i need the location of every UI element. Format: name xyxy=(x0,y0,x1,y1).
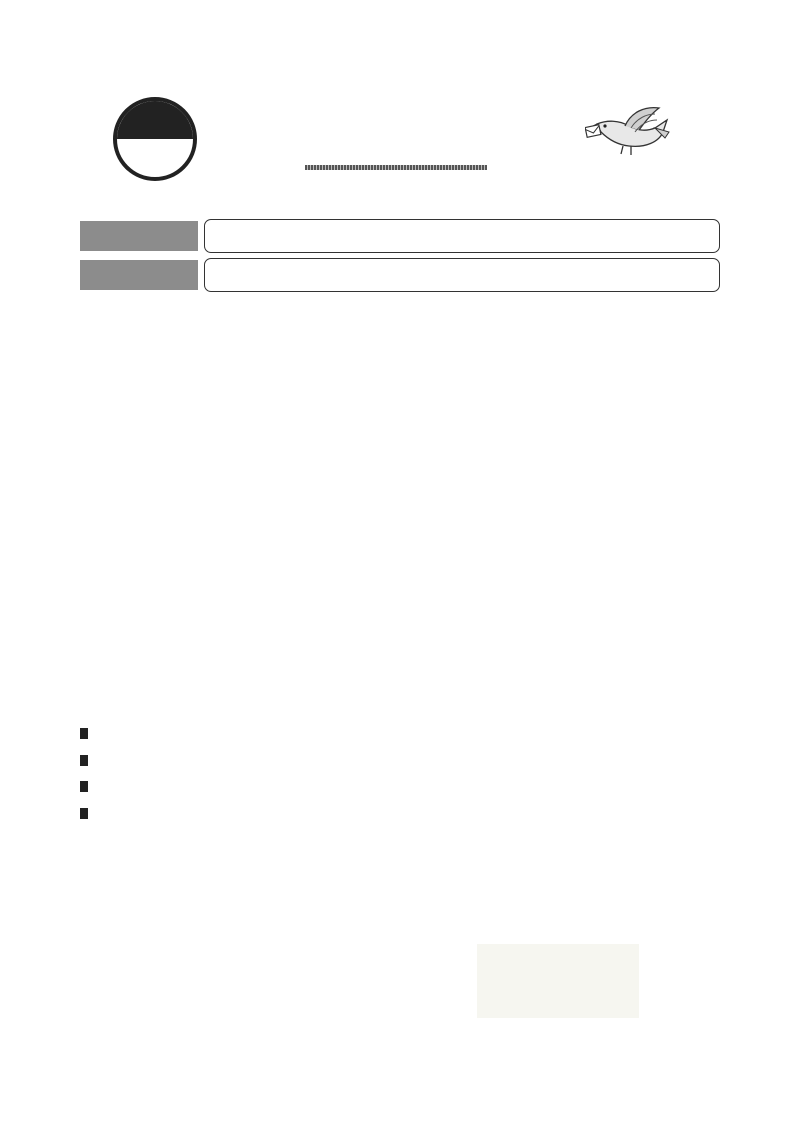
principal-signature-icon xyxy=(477,944,639,1018)
target-row xyxy=(80,258,720,292)
black-square-icon xyxy=(80,755,88,766)
target-value xyxy=(204,258,720,292)
black-square-icon xyxy=(80,808,88,819)
subject-label xyxy=(80,221,198,251)
exam-info-list xyxy=(80,721,96,827)
subject-value xyxy=(204,219,720,253)
list-item xyxy=(80,774,96,801)
dove-with-letter-icon xyxy=(585,102,675,160)
target-label xyxy=(80,260,198,290)
list-item xyxy=(80,801,96,828)
list-item xyxy=(80,721,96,748)
list-item xyxy=(80,748,96,775)
subject-row xyxy=(80,219,720,253)
black-square-icon xyxy=(80,728,88,739)
title-underline xyxy=(305,165,487,170)
black-square-icon xyxy=(80,781,88,792)
school-emblem-icon xyxy=(112,96,198,182)
